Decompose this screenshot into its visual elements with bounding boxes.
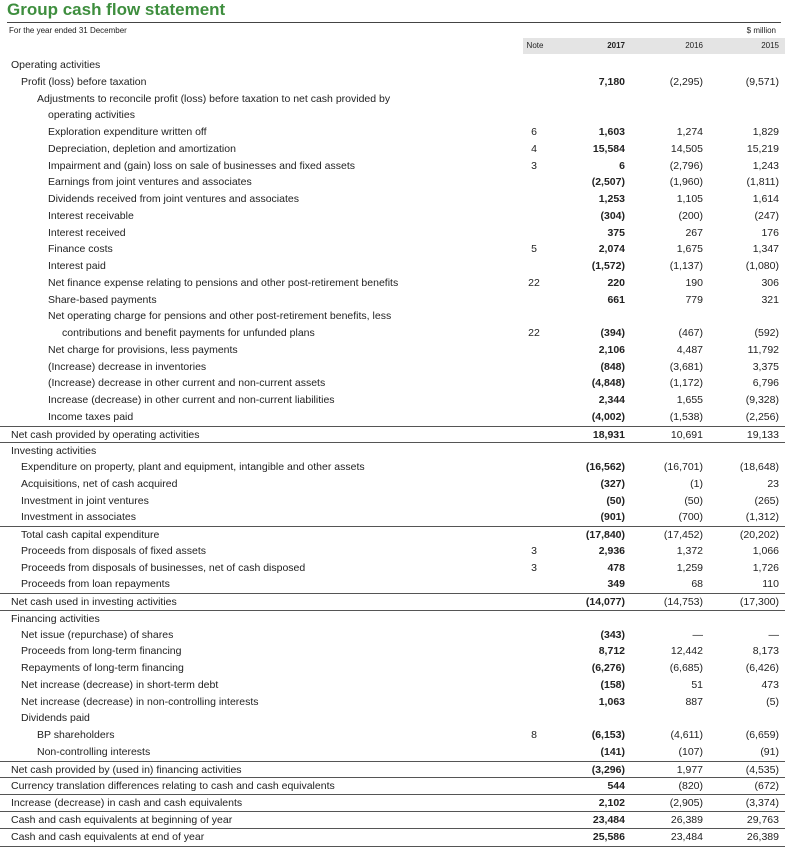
value-2017: (327) [600, 477, 625, 490]
value-2016: (107) [678, 745, 703, 758]
value-2016: 190 [685, 276, 703, 289]
row-label: Net increase (decrease) in non-controlling interests [21, 695, 259, 708]
table-row [0, 476, 785, 493]
row-note: 4 [531, 142, 537, 155]
value-2015: (5) [766, 695, 779, 708]
table-row [0, 828, 785, 847]
table-row [0, 627, 785, 644]
row-label: Net cash provided by operating activities [11, 428, 200, 441]
table-row [0, 375, 785, 392]
value-2015: 6,796 [752, 377, 779, 390]
table-row [0, 275, 785, 292]
table-row [0, 107, 785, 124]
row-label: Expenditure on property, plant and equipment, intangible and other assets [21, 461, 365, 473]
table-row [0, 325, 785, 342]
value-2015: 110 [762, 578, 779, 591]
value-2016: 68 [691, 578, 703, 591]
row-label: Net increase (decrease) in short-term debt [21, 678, 219, 691]
value-2017: (14,077) [585, 596, 625, 608]
value-2015: 1,829 [752, 126, 779, 138]
table-row [0, 509, 785, 526]
value-2015: (1,811) [746, 176, 779, 189]
row-label: Net finance expense relating to pensions and other post-retirement benefits [48, 276, 399, 289]
row-label: Adjustments to reconcile profit (loss) before taxation to net cash provided by [37, 92, 391, 105]
value-2015: (9,571) [745, 75, 779, 88]
value-2016: (2,295) [669, 75, 703, 88]
table-row [0, 57, 785, 74]
value-2015: (4,535) [745, 763, 779, 776]
value-2015: 3,375 [752, 360, 779, 373]
value-2016: 1,372 [676, 544, 703, 557]
title-rule [7, 22, 781, 23]
value-2015: 306 [761, 276, 779, 289]
value-2017: (1,572) [591, 260, 625, 272]
value-2017: (304) [600, 209, 625, 222]
row-label: Net issue (repurchase) of shares [21, 628, 174, 641]
value-2015: 1,347 [752, 243, 779, 256]
header-note: Note [526, 41, 544, 50]
value-2017: 375 [607, 226, 625, 239]
value-2017: (16,562) [585, 461, 625, 473]
row-label: Interest paid [48, 260, 106, 272]
row-label: Investment in joint ventures [21, 494, 149, 507]
table-row [0, 560, 785, 577]
value-2017: 478 [607, 561, 625, 574]
value-2017: (17,840) [585, 529, 625, 541]
row-note: 5 [531, 243, 537, 256]
row-label: Dividends received from joint ventures and associates [48, 193, 299, 205]
value-2015: 29,763 [746, 813, 779, 826]
value-2017: (394) [600, 327, 625, 339]
value-2015: (18,648) [739, 461, 779, 473]
table-row [0, 610, 785, 628]
value-2016: 1,259 [676, 561, 703, 574]
value-2016: (1) [690, 477, 703, 490]
value-2016: (467) [678, 327, 703, 339]
table-row [0, 493, 785, 510]
value-2017: 2,936 [598, 544, 625, 557]
row-label: Currency translation differences relating to cash and cash equivalents [11, 780, 335, 793]
value-2016: (2,905) [669, 797, 703, 809]
page-title: Group cash flow statement [7, 0, 226, 19]
table-row [0, 694, 785, 711]
value-2016: 12,442 [670, 645, 703, 658]
value-2015: 15,219 [746, 142, 779, 155]
value-2017: (848) [600, 360, 625, 373]
table-row [0, 794, 785, 812]
value-2016: 14,505 [670, 142, 703, 155]
row-label: Proceeds from disposals of fixed assets [21, 544, 207, 557]
value-2015: 1,614 [752, 193, 779, 205]
value-2017: 18,931 [592, 428, 625, 441]
value-2016: (2,796) [669, 159, 703, 172]
row-label: Net charge for provisions, less payments [48, 343, 238, 356]
table-row [0, 141, 785, 158]
value-2016: 779 [685, 293, 703, 306]
row-label: Financing activities [11, 612, 100, 625]
value-2017: 2,344 [598, 394, 625, 406]
table-row [0, 208, 785, 225]
row-label: Cash and cash equivalents at beginning of year [11, 813, 233, 826]
value-2017: 661 [607, 293, 625, 306]
header-2016: 2016 [685, 41, 703, 50]
row-label: Proceeds from long-term financing [21, 645, 182, 658]
value-2015: (247) [754, 209, 779, 222]
value-2017: 1,253 [598, 193, 625, 205]
value-2015: 11,792 [747, 343, 779, 356]
table-row [0, 409, 785, 426]
value-2017: 23,484 [592, 813, 625, 826]
value-2017: (901) [600, 511, 625, 524]
table-row [0, 710, 785, 727]
table-row [0, 459, 785, 476]
value-2017: 1,063 [598, 695, 625, 708]
row-label: Repayments of long-term financing [21, 662, 184, 674]
table-row [0, 292, 785, 309]
value-2015: (672) [754, 780, 779, 793]
value-2016: 1,977 [676, 763, 703, 776]
value-2015: (6,426) [745, 662, 779, 674]
table-row [0, 426, 785, 444]
row-label: Proceeds from disposals of businesses, net of cash disposed [21, 561, 306, 574]
table-row [0, 174, 785, 191]
value-2016: 10,691 [670, 428, 703, 441]
table-row [0, 241, 785, 258]
value-2015: 321 [761, 293, 779, 306]
value-2017: 1,603 [598, 126, 625, 138]
row-label: Impairment and (gain) loss on sale of businesses and fixed assets [48, 159, 355, 172]
row-label: Share-based payments [48, 293, 157, 306]
row-label: Total cash capital expenditure [21, 529, 160, 541]
value-2015: (1,080) [745, 260, 779, 272]
value-2015: (20,202) [739, 529, 779, 541]
table-row [0, 74, 785, 91]
value-2017: 2,074 [598, 243, 625, 256]
value-2015: (592) [754, 327, 779, 339]
value-2017: (3,296) [591, 763, 625, 776]
row-label: Interest receivable [48, 209, 134, 222]
table-row [0, 124, 785, 141]
value-2016: — [692, 628, 703, 641]
value-2017: (6,276) [591, 662, 625, 674]
value-2016: (50) [684, 494, 703, 507]
value-2017: 2,102 [598, 797, 625, 809]
row-note: 8 [531, 729, 537, 741]
value-2016: 1,655 [676, 394, 703, 406]
row-label: Profit (loss) before taxation [21, 75, 147, 88]
table-row [0, 761, 785, 779]
value-2016: 1,274 [676, 126, 703, 138]
value-2016: (1,538) [669, 410, 703, 423]
row-note: 22 [528, 276, 540, 289]
value-2016: (4,611) [670, 729, 703, 741]
value-2016: (700) [678, 511, 703, 524]
row-note: 22 [528, 327, 540, 339]
value-2017: 349 [607, 578, 625, 591]
row-label: Non-controlling interests [37, 745, 151, 758]
header-bar [523, 38, 785, 54]
row-label: Proceeds from loan repayments [21, 578, 170, 591]
header-2017: 2017 [607, 41, 625, 50]
row-note: 6 [531, 126, 537, 138]
value-2015: (265) [754, 494, 779, 507]
value-2017: (343) [600, 628, 625, 641]
value-2017: 15,584 [592, 142, 625, 155]
row-label: operating activities [48, 109, 135, 122]
value-2017: 6 [619, 159, 625, 172]
value-2015: 26,389 [746, 830, 779, 843]
table-row [0, 744, 785, 761]
value-2016: 267 [685, 226, 703, 239]
period-subtitle: For the year ended 31 December [9, 26, 127, 35]
value-2016: (820) [678, 780, 703, 793]
row-label: Net operating charge for pensions and other post-retirement benefits, less [48, 310, 392, 323]
table-row [0, 392, 785, 409]
value-2015: 1,726 [752, 561, 779, 574]
value-2017: (4,848) [591, 377, 625, 390]
row-label: Investment in associates [21, 511, 136, 524]
value-2017: 2,106 [598, 343, 625, 356]
header-2015: 2015 [761, 41, 779, 50]
table-row [0, 442, 785, 460]
row-label: Acquisitions, net of cash acquired [21, 477, 178, 490]
row-label: Increase (decrease) in cash and cash equivalents [11, 797, 243, 809]
table-row [0, 91, 785, 108]
row-note: 3 [531, 544, 537, 557]
value-2016: 26,389 [670, 813, 703, 826]
value-2016: 51 [691, 678, 703, 691]
unit-label: $ million [746, 26, 776, 35]
row-label: contributions and benefit payments for unfunded plans [62, 327, 315, 339]
row-label: Cash and cash equivalents at end of year [11, 830, 205, 843]
value-2017: 544 [607, 780, 625, 793]
value-2017: 7,180 [598, 75, 625, 88]
table-row [0, 576, 785, 593]
row-label: Interest received [48, 226, 126, 239]
value-2015: (9,328) [745, 394, 779, 406]
value-2017: 220 [607, 276, 625, 289]
value-2015: (1,312) [745, 511, 779, 524]
value-2016: 23,484 [670, 830, 703, 843]
row-label: Net cash used in investing activities [11, 596, 177, 608]
value-2015: 473 [761, 678, 779, 691]
value-2016: 1,105 [676, 193, 703, 205]
table-row [0, 359, 785, 376]
value-2015: 8,173 [752, 645, 779, 658]
value-2017: (4,002) [591, 410, 625, 423]
value-2015: (91) [760, 745, 779, 758]
value-2015: 19,133 [746, 428, 779, 441]
value-2016: (6,685) [669, 662, 703, 674]
row-label: Dividends paid [21, 712, 90, 725]
table-row [0, 308, 785, 325]
row-label: Exploration expenditure written off [48, 126, 207, 138]
value-2016: 4,487 [676, 343, 703, 356]
table-row [0, 677, 785, 694]
value-2016: (17,452) [663, 529, 703, 541]
value-2015: 23 [767, 477, 779, 490]
row-note: 3 [531, 561, 537, 574]
row-label: Increase (decrease) in other current and non-current liabilities [48, 394, 335, 406]
row-label: Income taxes paid [48, 410, 134, 423]
row-label: Earnings from joint ventures and associates [48, 176, 252, 189]
value-2015: 1,243 [752, 159, 779, 172]
value-2016: (200) [678, 209, 703, 222]
value-2015: 176 [761, 226, 779, 239]
row-label: Finance costs [48, 243, 113, 256]
table-row [0, 225, 785, 242]
value-2015: (3,374) [745, 797, 779, 809]
value-2015: (6,659) [745, 729, 779, 741]
value-2015: (2,256) [745, 410, 779, 423]
value-2016: 887 [685, 695, 703, 708]
value-2015: — [768, 628, 779, 641]
row-label: Net cash provided by (used in) financing activities [11, 763, 242, 776]
table-row [0, 593, 785, 611]
table-row [0, 158, 785, 175]
value-2017: 25,586 [592, 830, 625, 843]
value-2017: (158) [600, 678, 625, 691]
value-2016: (1,960) [669, 176, 703, 189]
table-row [0, 811, 785, 829]
value-2016: 1,675 [676, 243, 703, 256]
value-2016: (1,137) [669, 260, 703, 272]
value-2017: (2,507) [591, 176, 625, 189]
row-note: 3 [531, 159, 537, 172]
row-label: (Increase) decrease in other current and non-current assets [48, 377, 326, 390]
row-label: (Increase) decrease in inventories [48, 360, 207, 373]
value-2017: (6,153) [591, 729, 625, 741]
value-2016: (3,681) [669, 360, 703, 373]
row-label: Depreciation, depletion and amortization [48, 142, 236, 155]
table-row [0, 526, 785, 544]
table-row [0, 777, 785, 795]
table-row [0, 660, 785, 677]
row-label: Investing activities [11, 445, 97, 458]
table-row [0, 342, 785, 359]
table-row [0, 191, 785, 208]
table-row [0, 727, 785, 744]
value-2015: 1,066 [752, 544, 779, 557]
value-2017: (141) [600, 745, 625, 758]
value-2017: (50) [606, 494, 625, 507]
value-2016: (1,172) [669, 377, 703, 390]
value-2015: (17,300) [739, 596, 779, 608]
table-row [0, 258, 785, 275]
value-2016: (14,753) [663, 596, 703, 608]
value-2016: (16,701) [663, 461, 703, 473]
row-label: Operating activities [11, 59, 101, 71]
table-row [0, 643, 785, 660]
value-2017: 8,712 [598, 645, 625, 658]
table-row [0, 543, 785, 560]
row-label: BP shareholders [37, 729, 115, 741]
